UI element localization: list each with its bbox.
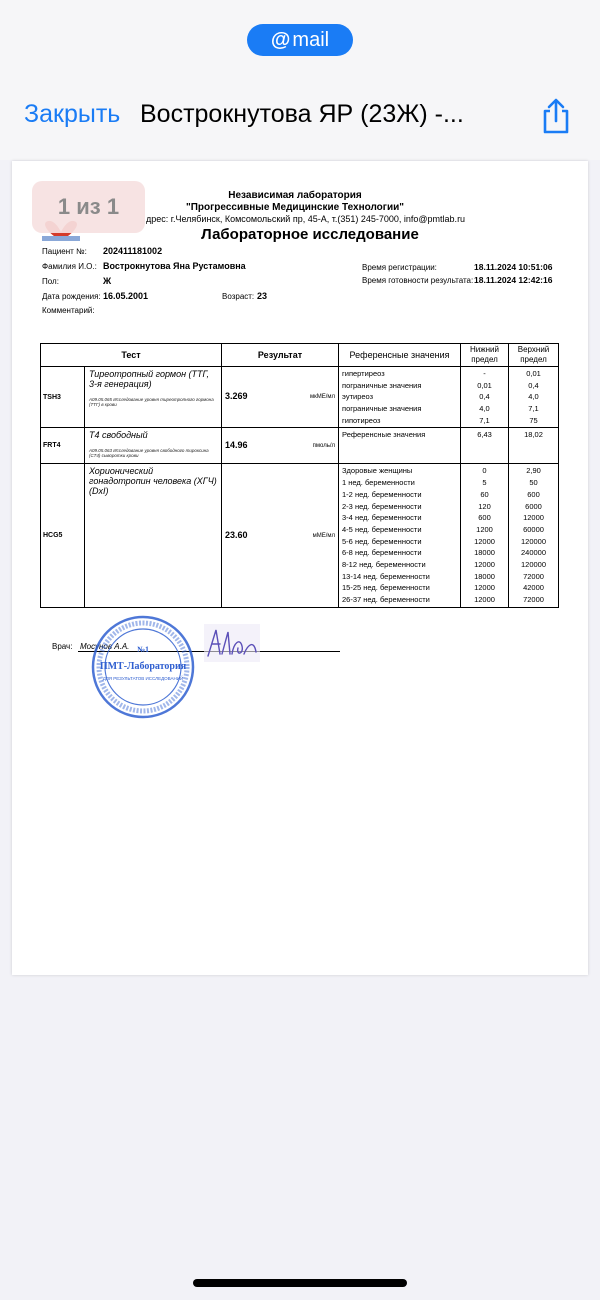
reg-time-value: 18.11.2024 10:51:06 [474, 262, 553, 272]
lab-name-line1: Независимая лаборатория [228, 190, 362, 201]
patient-age-label: Возраст: [222, 292, 255, 301]
lower-limit: 18000 [474, 548, 495, 558]
test-name-text: Тиреотропный гормон (ТТГ, 3-я генерация) [89, 369, 210, 389]
lab-name-line2: "Прогрессивные Медицинские Технологии" [186, 202, 404, 213]
mail-app-badge[interactable] [247, 24, 353, 56]
at-icon: @ [270, 29, 291, 51]
lower-limit: 60 [480, 489, 489, 499]
result-cell [222, 428, 339, 464]
test-method: A09.05.063 Исследование уровня свободного тироксина (СТ4) сыворотки крови [89, 448, 209, 459]
lower-limit: 600 [478, 513, 491, 523]
result-cell [222, 464, 339, 607]
reference-label: 1-2 нед. беременности [342, 489, 422, 499]
patient-sex-label: Пол: [42, 277, 59, 286]
reference-label: Здоровые женщины [342, 466, 413, 476]
upper-limit: 4,0 [528, 392, 539, 402]
reg-time-label: Время регистрации: [362, 263, 437, 272]
reference-label: пограничные значения [342, 380, 422, 390]
upper-limit: 60000 [523, 524, 544, 534]
home-indicator[interactable] [193, 1279, 407, 1287]
lower-limit: 0 [482, 466, 487, 476]
result-value: 14.96 [225, 439, 248, 450]
upper-limit: 72000 [523, 571, 544, 581]
lab-name [150, 190, 440, 214]
lower-limit: 6,43 [477, 430, 492, 440]
table-header-row [41, 344, 559, 367]
upper-limit: 600 [527, 489, 540, 499]
upper-limit: 18,02 [524, 430, 543, 440]
upper-limit: 6000 [525, 501, 542, 511]
app-name: mail [292, 29, 330, 51]
lower-limit: 18000 [474, 571, 495, 581]
document-title: Вострокнутова ЯР (23Ж) -... [140, 100, 464, 128]
reference-label: 2-3 нед. беременности [342, 501, 422, 511]
reference-label: эутиреоз [342, 392, 374, 402]
upper-limits [509, 428, 559, 464]
table-row [41, 428, 559, 464]
lower-limit: 120 [478, 501, 491, 511]
reference-label: 5-6 нед. беременности [342, 536, 422, 546]
lower-limit: 5 [482, 478, 487, 488]
upper-limit: 50 [529, 478, 538, 488]
page-indicator: 1 из 1 [32, 181, 145, 233]
reference-label: гипертиреоз [342, 369, 385, 378]
lower-limit: 4,0 [479, 404, 490, 414]
upper-limits [509, 367, 559, 428]
patient-id-value: 202411181002 [103, 246, 163, 256]
reference-label: 4-5 нед. беременности [342, 524, 422, 534]
doctor-label: Врач: [52, 642, 73, 651]
lower-limits [461, 464, 509, 607]
lower-limit: 0,4 [479, 392, 490, 402]
result-value: 3.269 [225, 391, 248, 402]
upper-limit: 75 [529, 415, 538, 425]
reference-label: 8-12 нед. беременности [342, 559, 426, 569]
upper-limit: 120000 [521, 559, 547, 569]
reference-label: 1 нед. беременности [342, 478, 415, 488]
lab-stamp [90, 614, 196, 720]
upper-limit: 2,90 [526, 466, 541, 476]
result-unit: пмоль/л [312, 442, 336, 449]
table-row [41, 367, 559, 428]
patient-dob-value: 16.05.2001 [103, 291, 149, 301]
report-title: Лабораторное исследование [201, 226, 419, 243]
upper-limit: 42000 [523, 583, 544, 593]
header-test: Тест [41, 344, 222, 367]
results-table [40, 343, 559, 608]
test-name [85, 367, 222, 428]
test-code: TSH3 [41, 367, 85, 428]
test-method: A09.05.065 Исследование уровня тиреотропного гормона (ТТГ) в крови [89, 397, 214, 407]
header-lower: Нижний предел [461, 344, 509, 367]
lower-limit: 12000 [474, 583, 495, 593]
patient-dob-label: Дата рождения: [42, 292, 101, 301]
lower-limits [461, 428, 509, 464]
test-name-text: Хорионический гонадотропин человека (ХГЧ) (DxI) [89, 466, 217, 497]
reference-label: пограничные значения [342, 404, 422, 414]
test-name [85, 464, 222, 607]
patient-id-label: Пациент №: [42, 247, 87, 256]
reference-labels [339, 428, 461, 464]
stamp-number: №1 [136, 645, 150, 654]
lower-limit: 7,1 [479, 415, 490, 425]
upper-limit: 0,01 [526, 369, 541, 378]
reference-label: гипотиреоз [342, 415, 381, 425]
lower-limit: 12000 [474, 559, 495, 569]
result-unit: мкМЕ/мл [309, 394, 336, 401]
share-button[interactable] [536, 96, 576, 136]
close-button[interactable]: Закрыть [24, 100, 121, 128]
doctor-name: Мосунов А.А. [80, 642, 130, 651]
patient-age-value: 23 [257, 291, 268, 301]
lower-limits [461, 367, 509, 428]
reference-label: 15-25 нед. беременности [342, 583, 430, 593]
comment-label: Комментарий: [42, 306, 95, 315]
doctor-signature [204, 624, 260, 662]
upper-limit: 12000 [523, 513, 544, 523]
lab-address: дрес: г.Челябинск, Комсомольский пр, 45-А, т.(351) 245-7000, info@pmtlab.ru [146, 214, 466, 224]
reference-label: 6-8 нед. беременности [342, 548, 422, 558]
patient-sex-value: Ж [103, 276, 112, 286]
patient-name-label: Фамилия И.О.: [42, 262, 97, 271]
reference-label: 26-37 нед. беременности [342, 595, 430, 604]
upper-limit: 0,4 [528, 380, 539, 390]
patient-name-value: Вострокнутова Яна Рустамовна [103, 261, 246, 271]
lower-limit: - [483, 369, 486, 378]
stamp-title: ПМТ-Лаборатория [99, 661, 187, 672]
lower-limit: 1200 [476, 524, 493, 534]
ready-time-value: 18.11.2024 12:42:16 [474, 275, 553, 285]
header-result: Результат [222, 344, 339, 367]
share-icon [536, 96, 576, 136]
upper-limit: 72000 [523, 595, 544, 604]
reference-label: 13-14 нед. беременности [342, 571, 430, 581]
upper-limits [509, 464, 559, 607]
lower-limit: 12000 [474, 595, 495, 604]
reference-label: 3-4 нед. беременности [342, 513, 422, 523]
test-name [85, 428, 222, 464]
reference-labels [339, 367, 461, 428]
lower-limit: 12000 [474, 536, 495, 546]
test-name-text: Т4 свободный [89, 430, 148, 441]
table-row [41, 464, 559, 607]
lower-limit: 0,01 [477, 380, 492, 390]
test-code: HCG5 [41, 464, 85, 607]
top-bar [0, 0, 600, 160]
upper-limit: 120000 [521, 536, 547, 546]
result-unit: мМЕ/мл [312, 532, 336, 539]
upper-limit: 240000 [521, 548, 547, 558]
result-value: 23.60 [225, 529, 248, 540]
ready-time-label: Время готовности результата: [362, 276, 474, 285]
reference-label: Референсные значения [342, 430, 426, 440]
reference-labels [339, 464, 461, 607]
result-cell [222, 367, 339, 428]
upper-limit: 7,1 [528, 404, 539, 414]
header-reference: Референсные значения [339, 344, 461, 367]
stamp-subtitle: ДЛЯ РЕЗУЛЬТАТОВ ИССЛЕДОВАНИЙ [102, 676, 184, 681]
header-upper: Верхний предел [509, 344, 559, 367]
test-code: FRT4 [41, 428, 85, 464]
